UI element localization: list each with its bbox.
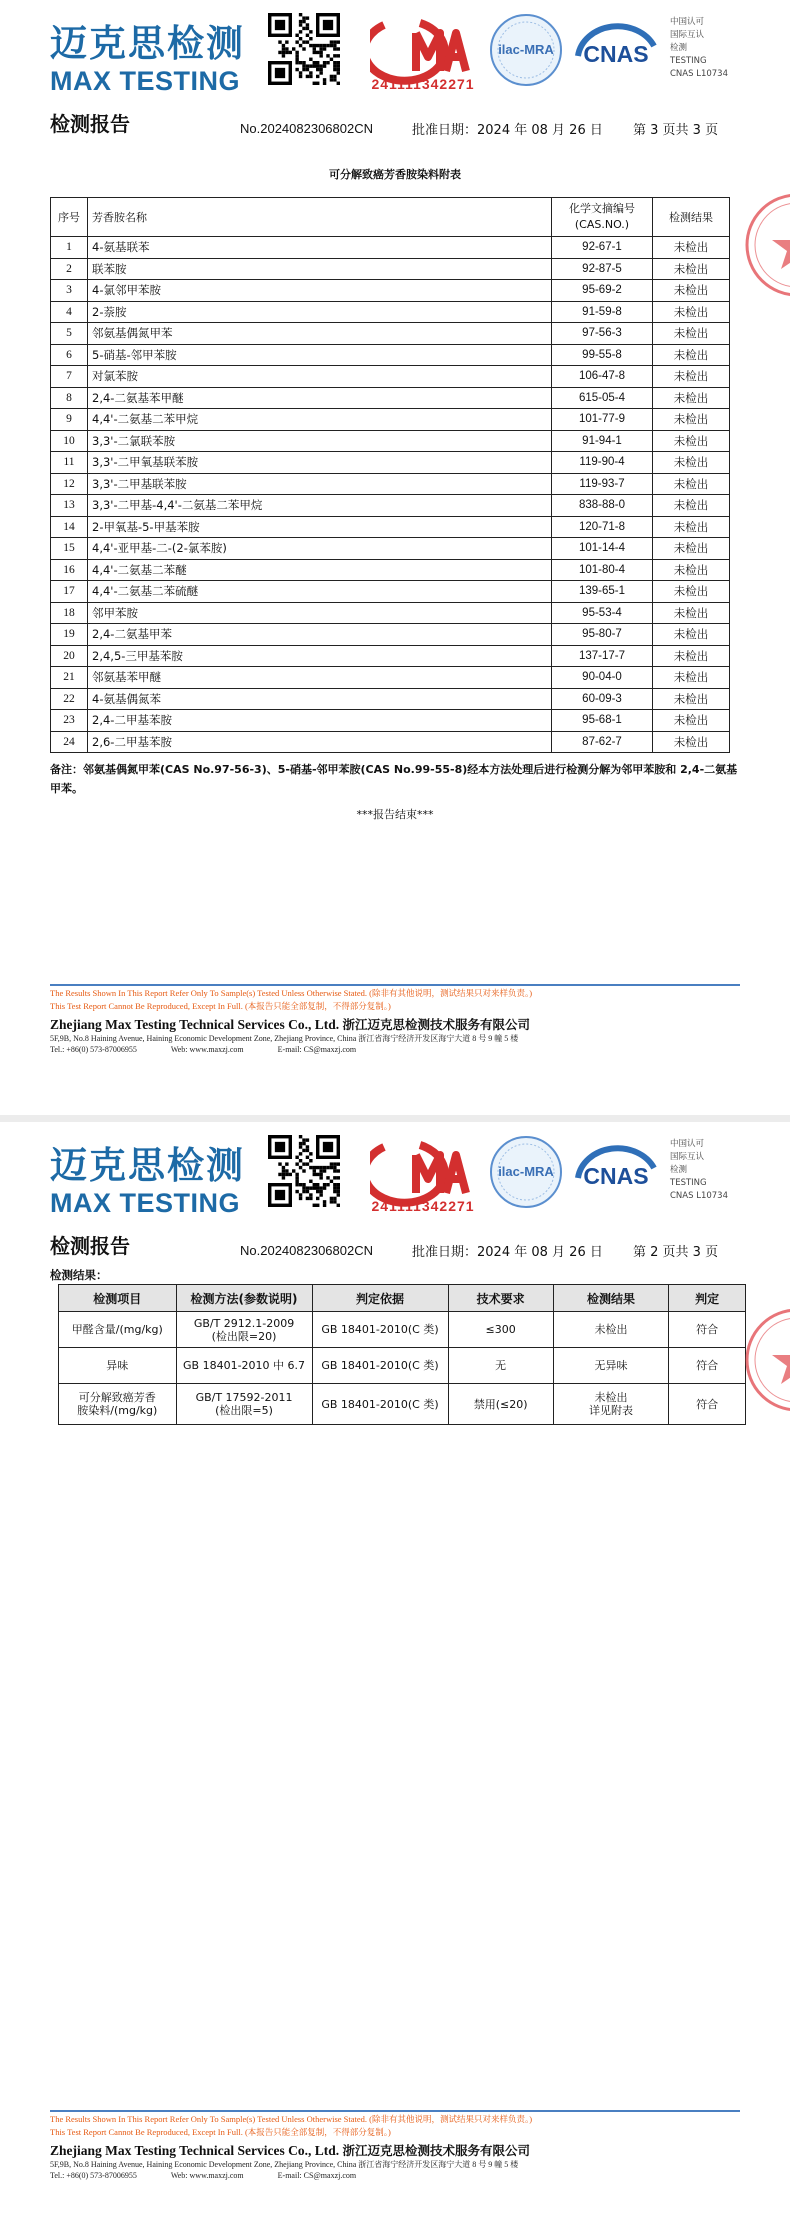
table-row (51, 344, 730, 366)
ilac-mra-logo-icon (488, 12, 564, 88)
cell-name: 邻氨基偶氮甲苯 (88, 323, 552, 345)
cell-no: 16 (51, 559, 88, 581)
page-info: 第 3 页共 3 页 (633, 123, 719, 138)
cell-no: 1 (51, 237, 88, 259)
table-row (51, 645, 730, 667)
cell-cas: 119-90-4 (552, 452, 653, 474)
logo-english: MAX TESTING (50, 66, 241, 96)
report-number: No.2024082306802CN (240, 121, 373, 136)
cell-cas: 90-04-0 (552, 667, 653, 689)
header-verdict: 判定 (669, 1285, 746, 1312)
table-row (51, 323, 730, 345)
cell-name: 3,3'-二氯联苯胺 (88, 430, 552, 452)
cell-result: 未检出 (653, 280, 730, 302)
cell-name: 邻甲苯胺 (88, 602, 552, 624)
table-row (51, 237, 730, 259)
header-name: 芳香胺名称 (88, 198, 552, 237)
page-footer (50, 2110, 740, 2181)
ma-number: 241111342271 (371, 76, 475, 92)
cell-cas: 106-47-8 (552, 366, 653, 388)
table-row (51, 258, 730, 280)
page-info: 第 2 页共 3 页 (633, 1245, 719, 1260)
table-row (51, 538, 730, 560)
table-row (59, 1312, 746, 1348)
cell-name: 5-硝基-邻甲苯胺 (88, 344, 552, 366)
disclaimer-1: The Results Shown In This Report Refer Only To Sample(s) Tested Unless Otherwise Stated. (除非有其他说明，测试结果只对来样负责。) (50, 988, 533, 998)
cell-no: 11 (51, 452, 88, 474)
cell-name: 2,6-二甲基苯胺 (88, 731, 552, 753)
cell-cas: 139-65-1 (552, 581, 653, 603)
table-row (51, 602, 730, 624)
cell-no: 5 (51, 323, 88, 345)
cell-no: 6 (51, 344, 88, 366)
cell-result: 未检出 (653, 710, 730, 732)
cell-result: 未检出 (653, 731, 730, 753)
ilac-mra-logo-icon (488, 1134, 564, 1210)
table-row (51, 495, 730, 517)
cell-basis: GB 18401-2010(C 类) (312, 1348, 448, 1384)
cell-no: 12 (51, 473, 88, 495)
header-basis: 判定依据 (312, 1285, 448, 1312)
cell-result: 未检出 (653, 237, 730, 259)
cell-name: 4-氨基联苯 (88, 237, 552, 259)
cell-name: 4,4'-二氨基二苯甲烷 (88, 409, 552, 431)
cell-cas: 95-68-1 (552, 710, 653, 732)
company-contact: Tel.: +86(0) 573-87006955 Web: www.maxzj.com E-mail: CS@maxzj.com (50, 1045, 357, 1054)
cell-cas: 92-67-1 (552, 237, 653, 259)
page-footer (50, 984, 740, 1055)
table-row (51, 688, 730, 710)
test-results-table (58, 1284, 746, 1425)
table-row (51, 387, 730, 409)
cell-result: 未检出 (653, 624, 730, 646)
cell-requirement: ≤300 (448, 1312, 553, 1348)
header-result: 检测结果 (653, 198, 730, 237)
cell-no: 18 (51, 602, 88, 624)
cell-result: 无异味 (553, 1348, 669, 1384)
cell-method: GB 18401-2010 中 6.7 (176, 1348, 312, 1384)
red-stamp-icon (742, 190, 790, 300)
aromatic-amine-table (50, 197, 730, 753)
cell-result: 未检出 (653, 495, 730, 517)
cell-basis: GB 18401-2010(C 类) (312, 1384, 448, 1425)
cell-cas: 615-05-4 (552, 387, 653, 409)
cell-cas: 101-14-4 (552, 538, 653, 560)
cell-result: 未检出 (653, 387, 730, 409)
report-title: 检测报告 (50, 1234, 130, 1258)
cell-name: 2,4-二氨基苯甲醚 (88, 387, 552, 409)
table-row (51, 366, 730, 388)
cell-method: GB/T 17592-2011 (检出限=5) (176, 1384, 312, 1425)
qr-code-icon (268, 13, 340, 85)
table-row (51, 710, 730, 732)
cell-result: 未检出 (653, 258, 730, 280)
approval-date: 批准日期：2024 年 08 月 26 日 (412, 1245, 603, 1260)
cnas-logo-icon (572, 1138, 660, 1204)
table-row (51, 430, 730, 452)
cell-name: 3,3'-二甲氧基联苯胺 (88, 452, 552, 474)
header-item: 检测项目 (59, 1285, 177, 1312)
cell-name: 2,4-二甲基苯胺 (88, 710, 552, 732)
footer-divider (50, 2110, 740, 2112)
cell-result: 未检出 (653, 344, 730, 366)
table-row (51, 559, 730, 581)
cell-cas: 137-17-7 (552, 645, 653, 667)
cell-cas: 99-55-8 (552, 344, 653, 366)
cell-verdict: 符合 (669, 1384, 746, 1425)
logo-chinese: 迈克思检测 (50, 1144, 245, 1187)
cell-result: 未检出 (653, 452, 730, 474)
cell-result: 未检出 (653, 473, 730, 495)
cell-cas: 97-56-3 (552, 323, 653, 345)
header-requirement: 技术要求 (448, 1285, 553, 1312)
cell-name: 2-甲氧基-5-甲基苯胺 (88, 516, 552, 538)
cell-no: 15 (51, 538, 88, 560)
cell-name: 2-萘胺 (88, 301, 552, 323)
cell-no: 23 (51, 710, 88, 732)
table-header-row (51, 198, 730, 237)
table-row (51, 452, 730, 474)
cell-result: 未检出 (653, 430, 730, 452)
header-method: 检测方法(参数说明) (176, 1285, 312, 1312)
cnas-accreditation-text: 中国认可 国际互认 检测 TESTING CNAS L10734 (670, 1139, 728, 1201)
cell-no: 20 (51, 645, 88, 667)
cnas-label: CNAS (583, 1163, 649, 1189)
cnas-accreditation-text: 中国认可 国际互认 检测 TESTING CNAS L10734 (670, 17, 728, 79)
cell-result: 未检出 (653, 301, 730, 323)
qr-code-icon (268, 1135, 340, 1207)
cell-name: 4,4'-二氨基二苯硫醚 (88, 581, 552, 603)
cell-name: 4-氯邻甲苯胺 (88, 280, 552, 302)
cell-method: GB/T 2912.1-2009 (检出限=20) (176, 1312, 312, 1348)
cell-no: 9 (51, 409, 88, 431)
company-address: 5F,9B, No.8 Haining Avenue, Haining Economic Development Zone, Zhejiang Province, China 浙江省海宁经济开发区海宁大道 8 号 9 幢 5 楼 (50, 2160, 519, 2169)
report-title: 检测报告 (50, 112, 130, 136)
company-logo (50, 22, 250, 96)
report-end: ***报告结束*** (356, 808, 434, 821)
cell-no: 10 (51, 430, 88, 452)
results-label: 检测结果： (50, 1268, 108, 1282)
cell-cas: 92-87-5 (552, 258, 653, 280)
disclaimer-2: This Test Report Cannot Be Reproduced, Except In Full. (本报告只能全部复制，不得部分复制。) (50, 2127, 391, 2137)
cell-no: 7 (51, 366, 88, 388)
cell-no: 21 (51, 667, 88, 689)
cell-verdict: 符合 (669, 1312, 746, 1348)
cell-result: 未检出 (653, 602, 730, 624)
cell-no: 2 (51, 258, 88, 280)
cell-name: 2,4,5-三甲基苯胺 (88, 645, 552, 667)
logo-chinese: 迈克思检测 (50, 22, 245, 65)
table-row (51, 280, 730, 302)
cell-result: 未检出 (653, 409, 730, 431)
ma-number: 241111342271 (371, 1198, 475, 1214)
company-logo (50, 1144, 250, 1218)
cnas-label: CNAS (583, 41, 649, 67)
cell-result: 未检出 (653, 688, 730, 710)
cell-name: 3,3'-二甲基-4,4'-二氨基二苯甲烷 (88, 495, 552, 517)
red-stamp-icon (742, 1305, 790, 1415)
cell-name: 4,4'-亚甲基-二-(2-氯苯胺) (88, 538, 552, 560)
cell-no: 22 (51, 688, 88, 710)
cell-item: 异味 (59, 1348, 177, 1384)
cell-no: 14 (51, 516, 88, 538)
cell-name: 4-氨基偶氮苯 (88, 688, 552, 710)
cell-name: 3,3'-二甲基联苯胺 (88, 473, 552, 495)
cell-item: 甲醛含量/(mg/kg) (59, 1312, 177, 1348)
header-cas: 化学文摘编号 (CAS.NO.) (552, 198, 653, 237)
cell-result: 未检出 (653, 581, 730, 603)
cell-cas: 95-53-4 (552, 602, 653, 624)
cnas-logo-icon (572, 16, 660, 82)
cell-cas: 60-09-3 (552, 688, 653, 710)
ilac-label: ilac-MRA (498, 42, 554, 57)
approval-date: 批准日期：2024 年 08 月 26 日 (412, 123, 603, 138)
company-name: Zhejiang Max Testing Technical Services Co., Ltd. 浙江迈克思检测技术服务有限公司 (50, 2143, 531, 2158)
disclaimer-1: The Results Shown In This Report Refer Only To Sample(s) Tested Unless Otherwise Stated. (除非有其他说明，测试结果只对来样负责。) (50, 2114, 533, 2124)
report-number: No.2024082306802CN (240, 1243, 373, 1258)
table-row (59, 1348, 746, 1384)
cell-cas: 91-94-1 (552, 430, 653, 452)
company-name: Zhejiang Max Testing Technical Services Co., Ltd. 浙江迈克思检测技术服务有限公司 (50, 1017, 531, 1032)
cell-name: 4,4'-二氨基二苯醚 (88, 559, 552, 581)
cell-name: 邻氨基苯甲醚 (88, 667, 552, 689)
cell-name: 对氯苯胺 (88, 366, 552, 388)
cell-result: 未检出 详见附表 (553, 1384, 669, 1425)
cell-no: 17 (51, 581, 88, 603)
cell-name: 联苯胺 (88, 258, 552, 280)
table-header-row (59, 1285, 746, 1312)
table-row (51, 731, 730, 753)
cell-no: 24 (51, 731, 88, 753)
company-contact: Tel.: +86(0) 573-87006955 Web: www.maxzj.com E-mail: CS@maxzj.com (50, 2171, 357, 2180)
report-page-3 (0, 0, 790, 1115)
cell-no: 8 (51, 387, 88, 409)
cell-cas: 91-59-8 (552, 301, 653, 323)
table-row (51, 409, 730, 431)
cell-result: 未检出 (653, 667, 730, 689)
cell-cas: 87-62-7 (552, 731, 653, 753)
cell-result: 未检出 (653, 323, 730, 345)
company-address: 5F,9B, No.8 Haining Avenue, Haining Economic Development Zone, Zhejiang Province, China 浙江省海宁经济开发区海宁大道 8 号 9 幢 5 楼 (50, 1034, 519, 1043)
annex-title: 可分解致癌芳香胺染料附表 (329, 168, 461, 181)
footer-divider (50, 984, 740, 986)
cell-cas: 101-77-9 (552, 409, 653, 431)
table-row (51, 516, 730, 538)
cell-requirement: 禁用(≤20) (448, 1384, 553, 1425)
cell-requirement: 无 (448, 1348, 553, 1384)
cell-cas: 95-69-2 (552, 280, 653, 302)
table-row (51, 667, 730, 689)
table-row (59, 1384, 746, 1425)
cell-result: 未检出 (653, 645, 730, 667)
cell-result: 未检出 (553, 1312, 669, 1348)
cell-item: 可分解致癌芳香 胺染料/(mg/kg) (59, 1384, 177, 1425)
table-row (51, 301, 730, 323)
cell-no: 19 (51, 624, 88, 646)
ilac-label: ilac-MRA (498, 1164, 554, 1179)
cell-cas: 120-71-8 (552, 516, 653, 538)
cell-result: 未检出 (653, 538, 730, 560)
cell-no: 3 (51, 280, 88, 302)
remark-note: 备注：邻氨基偶氮甲苯(CAS No.97-56-3)、5-硝基-邻甲苯胺(CAS No.99-55-8)经本方法处理后进行检测分解为邻甲苯胺和 2,4-二氨基甲苯。 (50, 763, 738, 795)
header-no: 序号 (51, 198, 88, 237)
cell-basis: GB 18401-2010(C 类) (312, 1312, 448, 1348)
table-row (51, 473, 730, 495)
cell-no: 13 (51, 495, 88, 517)
logo-english: MAX TESTING (50, 1188, 241, 1218)
cell-name: 2,4-二氨基甲苯 (88, 624, 552, 646)
cell-cas: 95-80-7 (552, 624, 653, 646)
cell-result: 未检出 (653, 516, 730, 538)
table-row (51, 624, 730, 646)
cell-result: 未检出 (653, 559, 730, 581)
cell-no: 4 (51, 301, 88, 323)
cell-cas: 119-93-7 (552, 473, 653, 495)
cell-cas: 838-88-0 (552, 495, 653, 517)
cell-result: 未检出 (653, 366, 730, 388)
table-row (51, 581, 730, 603)
cell-verdict: 符合 (669, 1348, 746, 1384)
header-result: 检测结果 (553, 1285, 669, 1312)
cell-cas: 101-80-4 (552, 559, 653, 581)
disclaimer-2: This Test Report Cannot Be Reproduced, Except In Full. (本报告只能全部复制，不得部分复制。) (50, 1001, 391, 1011)
